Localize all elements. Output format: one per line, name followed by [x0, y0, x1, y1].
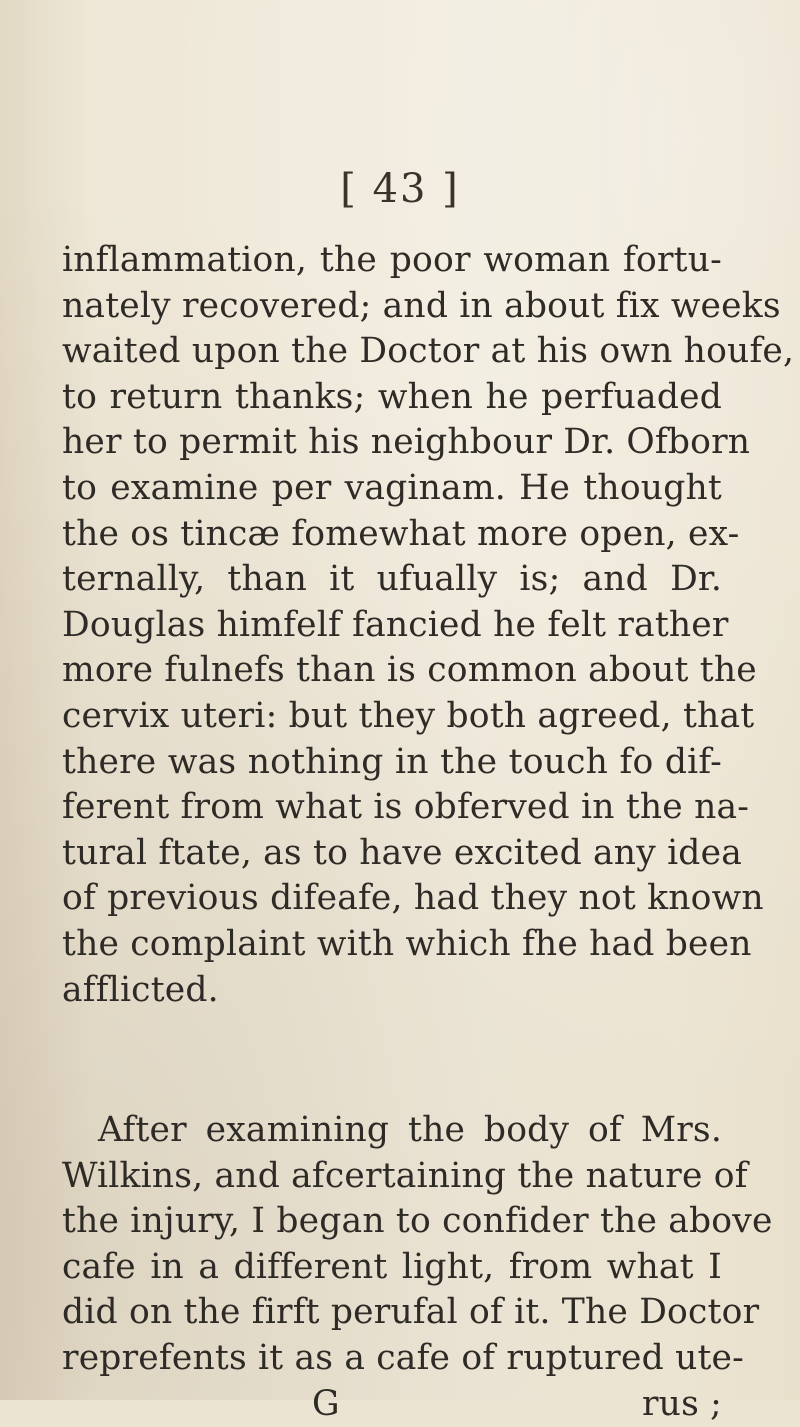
text-line: inflammation, the poor woman fortu- — [62, 240, 722, 280]
footer-line — [62, 1382, 722, 1427]
text-line: cafe in a different light, from what I — [62, 1246, 722, 1287]
text-line: the injury, I began to confider the above — [62, 1201, 773, 1242]
text-line: of previous difeafe, had they not known — [62, 878, 764, 919]
text-line: ferent from what is obferved in the na- — [62, 787, 750, 828]
text-line: there was nothing in the touch fo dif- — [62, 741, 722, 782]
text-line: to examine per vaginam. He thought — [62, 467, 722, 508]
body-text — [62, 238, 795, 1427]
text-line: Wilkins, and afcertaining the nature of — [62, 1155, 748, 1196]
catchword: rus ; — [641, 1383, 722, 1424]
page-number: [ 43 ] — [340, 166, 460, 212]
text-line: reprefents it as a cafe of ruptured ute- — [62, 1338, 745, 1379]
text-line: did on the firft perufal of it. The Doctor — [62, 1292, 760, 1333]
text-line: nately recovered; and in about fix weeks — [62, 285, 781, 326]
text-line: waited upon the Doctor at his own houfe, — [62, 331, 795, 372]
text-line: tural ftate, as to have excited any idea — [62, 832, 742, 873]
signature-mark: G — [312, 1383, 340, 1424]
text-line: her to permit his neighbour Dr. Ofborn — [62, 422, 751, 463]
text-line: Douglas himfelf fancied he felt rather — [62, 604, 729, 645]
text-line: cervix uteri: but they both agreed, that — [62, 695, 755, 736]
text-line: to return thanks; when he perfuaded — [62, 376, 722, 417]
text-line: the os tincæ fomewhat more open, ex- — [62, 513, 740, 554]
paragraph-gap — [62, 1013, 722, 1108]
text-line: the complaint with which fhe had been — [62, 923, 752, 964]
text-line: more fulnefs than is common about the — [62, 650, 757, 691]
text-line: afflicted. — [62, 969, 219, 1010]
text-line: ternally, than it ufually is; and Dr. — [62, 559, 722, 600]
text-line: After examining the body of Mrs. — [98, 1110, 722, 1151]
